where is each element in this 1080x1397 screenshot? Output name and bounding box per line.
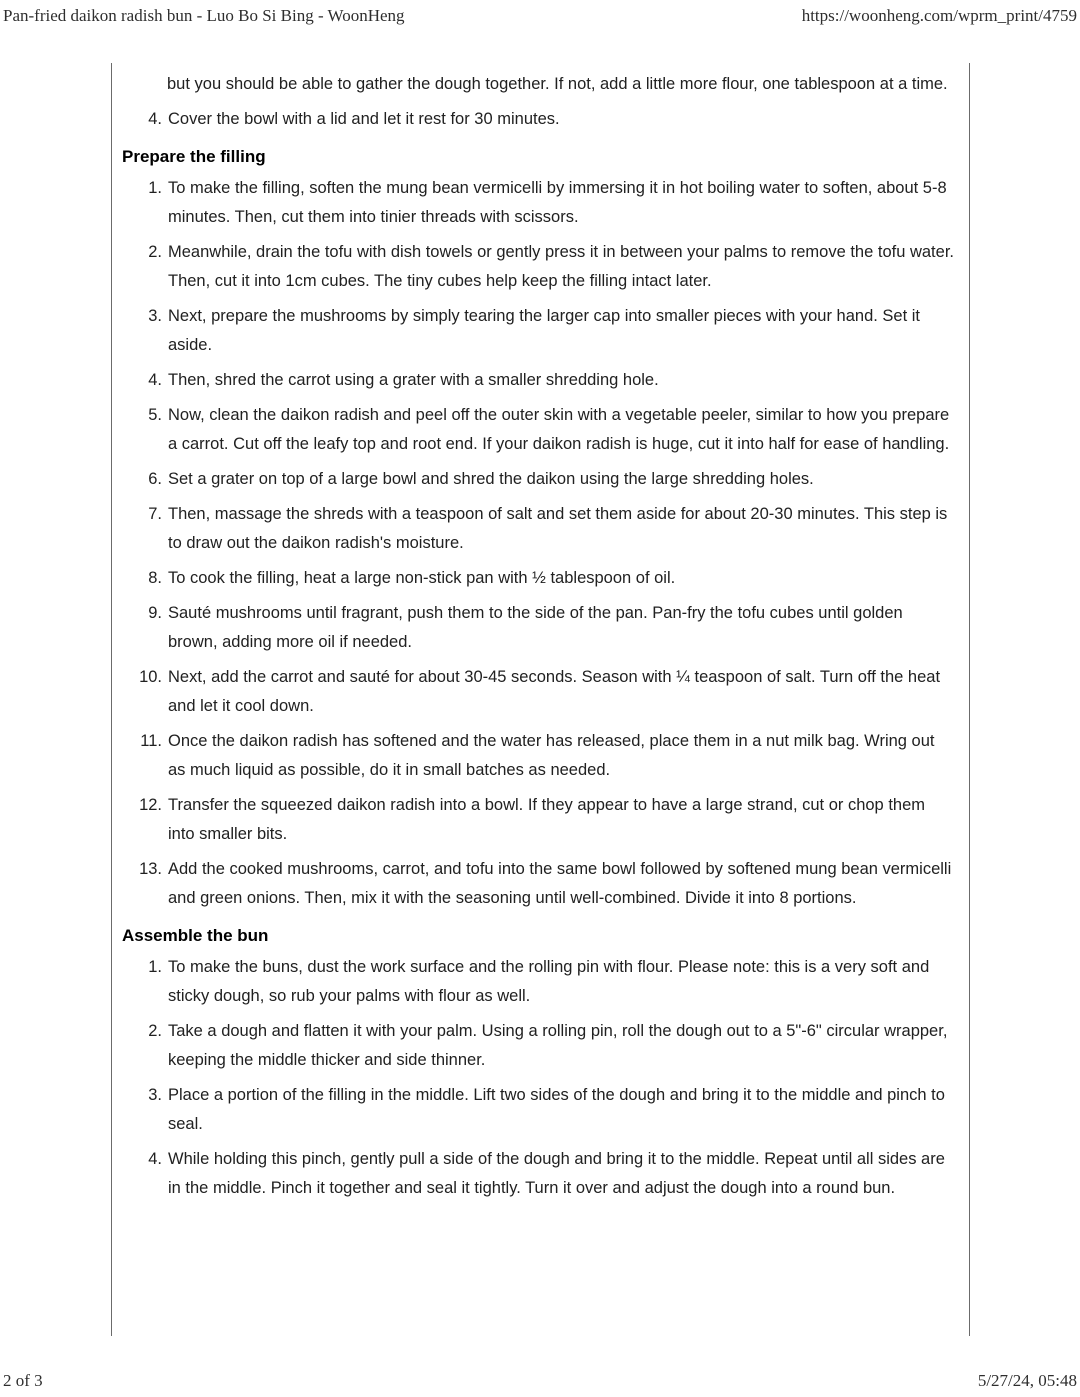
step-text: To make the buns, dust the work surface and the rolling pin with flour. Please note: this is a very soft and sticky dough, so rub your palms with flour as well.: [168, 958, 930, 1005]
step-number: 4.: [148, 110, 162, 128]
instruction-step: [122, 599, 955, 657]
page-url: https://woonheng.com/wprm_print/4759: [801, 6, 1077, 25]
step-text: While holding this pinch, gently pull a side of the dough and bring it to the middle. Repeat until all sides are in the middle. Pinch it together and seal it tightly. Turn it over and adjust the dough into a round bun.: [168, 1150, 945, 1197]
step-number: 12.: [139, 796, 162, 814]
section-heading: Assemble the bun: [122, 926, 269, 945]
step-number: 1.: [148, 179, 162, 197]
step-text: Cover the bowl with a lid and let it rest for 30 minutes.: [168, 110, 560, 128]
step-number: 7.: [148, 505, 162, 523]
step-text: Once the daikon radish has softened and the water has released, place them in a nut milk bag. Wring out as much liquid as possible, do it in small batches as needed.: [168, 732, 935, 779]
instruction-step: [122, 401, 955, 459]
step-text: Next, prepare the mushrooms by simply tearing the larger cap into smaller pieces with your hand. Set it aside.: [168, 307, 921, 354]
step-number: 8.: [148, 569, 162, 587]
step-number: 11.: [140, 732, 162, 750]
instruction-sections: [122, 105, 955, 1203]
instruction-step: [122, 791, 955, 849]
instruction-step: [122, 1081, 955, 1139]
instruction-step: [122, 727, 955, 785]
step-number: 1.: [148, 958, 162, 976]
instruction-step: [122, 1017, 955, 1075]
step-text: Set a grater on top of a large bowl and shred the daikon using the large shredding holes.: [168, 470, 814, 488]
step-text: Add the cooked mushrooms, carrot, and tofu into the same bowl followed by softened mung bean vermicelli and green onions. Then, mix it with the seasoning until well-combined. Divide it into 8 portions.: [168, 860, 952, 907]
instruction-step: [122, 174, 955, 232]
instruction-step: [122, 465, 955, 494]
instruction-step: [122, 500, 955, 558]
step-number: 4.: [148, 371, 162, 389]
page-number: 2 of 3: [3, 1371, 43, 1390]
instruction-step: [122, 953, 955, 1011]
step-text: To make the filling, soften the mung bean vermicelli by immersing it in hot boiling water to soften, about 5-8 minutes. Then, cut them into tinier threads with scissors.: [168, 179, 947, 226]
instruction-step: [122, 564, 955, 593]
step-number: 2.: [148, 243, 162, 261]
step-text: Take a dough and flatten it with your palm. Using a rolling pin, roll the dough out to a 5"-6" circular wrapper, keeping the middle thicker and side thinner.: [168, 1022, 948, 1069]
step-text: Sauté mushrooms until fragrant, push them to the side of the pan. Pan-fry the tofu cubes until golden brown, adding more oil if needed.: [168, 604, 903, 651]
instruction-step: [122, 366, 955, 395]
instruction-step: [122, 855, 955, 913]
page-title: Pan-fried daikon radish bun - Luo Bo Si Bing - WoonHeng: [3, 6, 405, 25]
print-header: [3, 6, 1077, 26]
step-text: Then, massage the shreds with a teaspoon of salt and set them aside for about 20-30 minutes. This step is to draw out the daikon radish's moisture.: [168, 505, 948, 552]
step-text: Meanwhile, drain the tofu with dish towels or gently press it in between your palms to remove the tofu water. Then, cut it into 1cm cubes. The tiny cubes help keep the filling intact later.: [168, 243, 954, 290]
recipe-instructions-box: [111, 63, 970, 1336]
instruction-step: [122, 302, 955, 360]
instruction-step: [122, 663, 955, 721]
step-number: 5.: [148, 406, 162, 424]
step-text: Now, clean the daikon radish and peel off the outer skin with a vegetable peeler, similar to how you prepare a carrot. Cut off the leafy top and root end. If your daikon radish is huge, cut it into half for ease of handling.: [168, 406, 950, 453]
step-number: 10.: [139, 668, 162, 686]
step-text: Place a portion of the filling in the middle. Lift two sides of the dough and bring it to the middle and pinch to seal.: [168, 1086, 945, 1133]
step-text: Next, add the carrot and sauté for about 30-45 seconds. Season with ¼ teaspoon of salt. Turn off the heat and let it cool down.: [168, 668, 941, 715]
step-text: To cook the filling, heat a large non-stick pan with ½ tablespoon of oil.: [168, 569, 676, 587]
step-number: 3.: [148, 1086, 162, 1104]
step-number: 4.: [148, 1150, 162, 1168]
step-number: 9.: [148, 604, 162, 622]
step-number: 13.: [139, 860, 162, 878]
step-text: Transfer the squeezed daikon radish into a bowl. If they appear to have a large strand, cut or chop them into smaller bits.: [168, 796, 926, 843]
instruction-continuation-text: but you should be able to gather the dough together. If not, add a little more flour, one tablespoon at a time.: [167, 75, 948, 93]
print-timestamp: 5/27/24, 05:48: [977, 1371, 1077, 1390]
print-footer: [3, 1371, 1077, 1391]
step-number: 3.: [148, 307, 162, 325]
step-text: Then, shred the carrot using a grater with a smaller shredding hole.: [168, 371, 659, 389]
step-number: 6.: [148, 470, 162, 488]
instruction-step: [122, 105, 955, 134]
instruction-step: [122, 1145, 955, 1203]
section-heading: Prepare the filling: [122, 147, 266, 166]
instruction-step: [122, 238, 955, 296]
step-number: 2.: [148, 1022, 162, 1040]
